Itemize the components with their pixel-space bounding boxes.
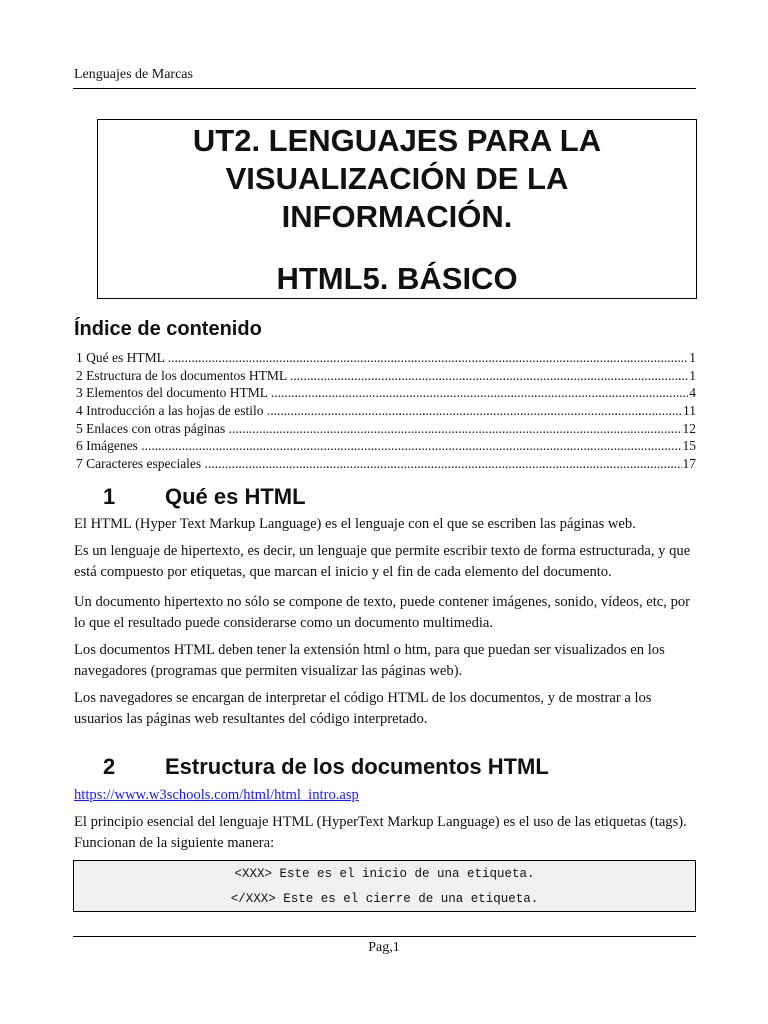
toc-item-label: 5 Enlaces con otras páginas ..... [76,420,682,438]
toc-item[interactable] [76,367,696,385]
toc-heading: Índice de contenido [74,318,262,340]
section-2-title: Estructura de los documentos HTML [165,754,549,779]
section-1-paragraph-3: Un documento hipertexto no sólo se compone de texto, puede contener imágenes, sonido, vídeos, etc, por lo que el resultado puede considerarse como un documento multimedia. [74,594,691,631]
section-1-number: 1 [103,484,116,509]
code-line-open: <XXX> Este es el inicio de una etiqueta. [234,867,535,881]
toc-item[interactable] [76,349,696,367]
section-1-title: Qué es HTML [165,484,306,509]
title-box [97,119,697,299]
toc-item-page: 11 [683,403,696,419]
toc-item-page: 4 [689,385,696,401]
toc-item-label: 3 Elementos del documento HTML ..... [76,384,688,402]
section-1-paragraph-2: Es un lenguaje de hipertexto, es decir, un lenguaje que permite escribir texto de forma estructurada, y que está compuesto por etiquetas, que marcan el inicio y el fin de cada elemento del documento. [74,543,691,580]
title-line-3: INFORMACIÓN. [281,199,513,234]
toc-item-label: 7 Caracteres especiales ..... [76,455,682,473]
toc-item-label: 4 Introducción a las hojas de estilo ..... [76,402,682,420]
title-subtitle: HTML5. BÁSICO [276,261,518,296]
toc-item-page: 1 [689,367,696,383]
section-1-heading [103,484,306,510]
toc-item-label: 1 Qué es HTML ..... [76,349,688,367]
toc-item-page: 15 [682,438,696,454]
toc-item[interactable] [76,384,696,402]
section-1-paragraph-1: El HTML (Hyper Text Markup Language) es el lenguaje con el que se escriben las páginas web. [74,516,636,532]
section-2-paragraph: El principio esencial del lenguaje HTML (HyperText Markup Language) es el uso de las etiquetas (tags). Funcionan de la siguiente manera: [74,814,687,851]
toc-item-label: 6 Imágenes ..... [76,437,682,455]
section-2-heading [103,754,549,780]
toc-item-page: 17 [682,456,696,472]
toc-item-page: 1 [689,350,696,365]
toc-item-page: 12 [682,420,696,436]
page-number: Pag,1 [368,940,400,955]
toc-item[interactable] [76,402,696,420]
code-line-close: </XXX> Este es el cierre de una etiqueta. [230,892,539,906]
title-line-2: VISUALIZACIÓN DE LA [225,161,569,196]
section-1-paragraph-5: Los navegadores se encargan de interpretar el código HTML de los documentos, y de mostrar a los usuarios las páginas web resultantes del código interpretado. [74,690,652,727]
table-of-contents [76,349,696,473]
code-example [73,860,696,912]
toc-item[interactable] [76,455,696,473]
footer-rule [73,936,696,937]
section-1-paragraph-4: Los documentos HTML deben tener la extensión html o htm, para que puedan ser visualizados en los navegadores (programas que permiten visualizar las páginas web). [74,642,665,679]
section-2-number: 2 [103,754,116,779]
running-header: Lenguajes de Marcas [74,67,193,82]
toc-item-label: 2 Estructura de los documentos HTML ..... [76,367,688,385]
w3schools-link[interactable]: https://www.w3schools.com/html/html_intro.asp [74,787,359,803]
toc-item[interactable] [76,437,696,455]
title-line-1: UT2. LENGUAJES PARA LA [192,123,602,158]
toc-item[interactable] [76,420,696,438]
header-rule [73,88,696,89]
